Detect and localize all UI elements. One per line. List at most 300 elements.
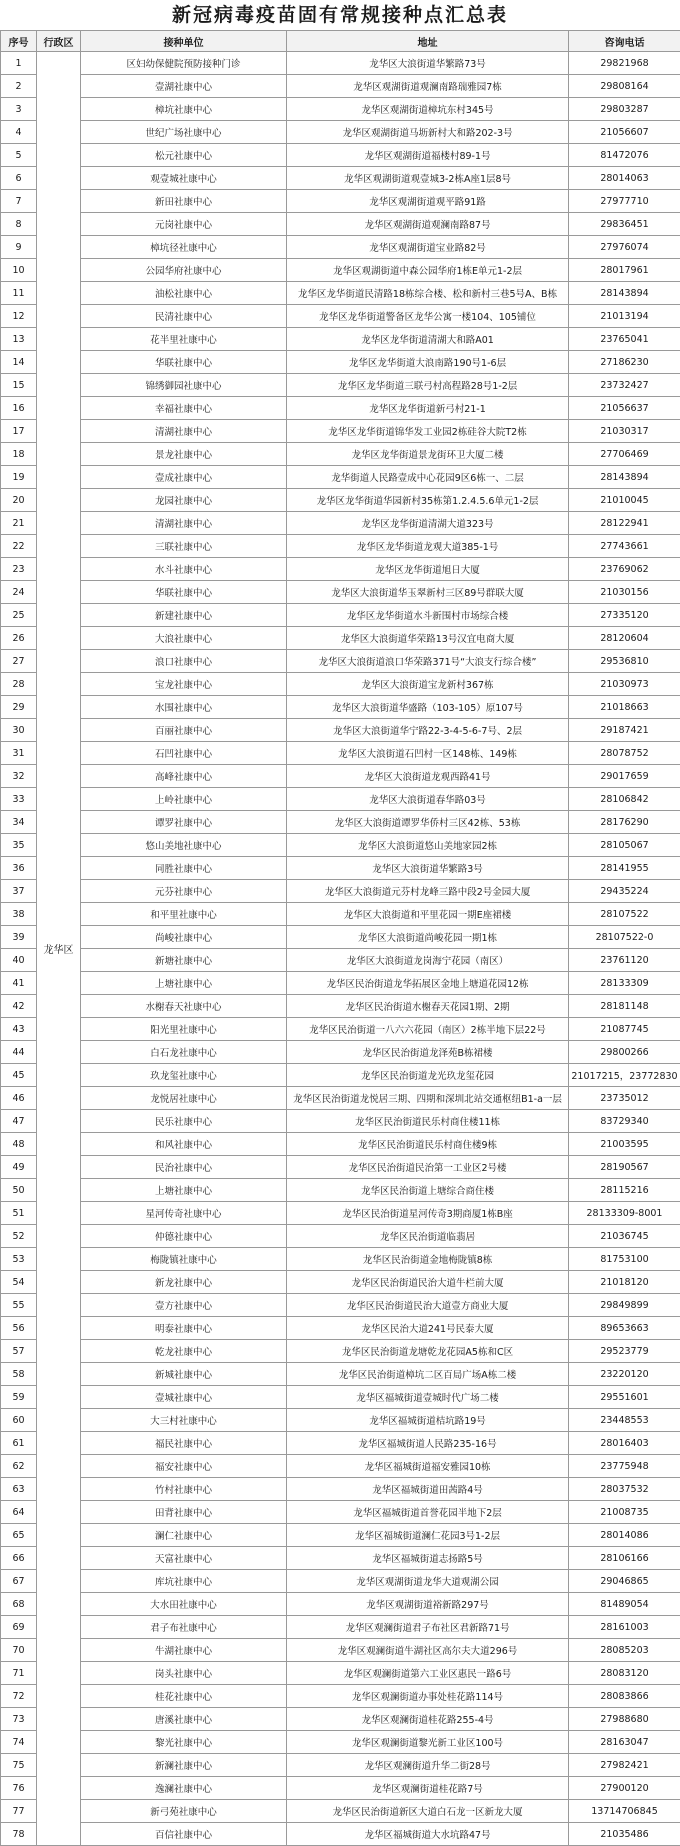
row-address: 龙华区观湖街道观澜南路瑞雅园7栋 <box>287 75 569 98</box>
table-row <box>1 1570 680 1593</box>
row-phone: 29849899 <box>569 1294 680 1317</box>
row-phone: 28115216 <box>569 1179 680 1202</box>
row-address: 龙华区观湖街道裕新路297号 <box>287 1593 569 1616</box>
row-no: 23 <box>1 558 37 581</box>
row-phone: 23448553 <box>569 1409 680 1432</box>
row-phone: 29536810 <box>569 650 680 673</box>
row-no: 77 <box>1 1800 37 1823</box>
row-phone: 28133309 <box>569 972 680 995</box>
row-no: 6 <box>1 167 37 190</box>
table-row <box>1 581 680 604</box>
header-no: 序号 <box>1 31 37 52</box>
table-row <box>1 1064 680 1087</box>
row-address: 龙华区民治街道新区大道白石龙一区新龙大厦 <box>287 1800 569 1823</box>
row-address: 龙华区大浪街道华盛路（103-105）原107号 <box>287 696 569 719</box>
table-row <box>1 1409 680 1432</box>
row-address: 龙华区大浪街道春华路03号 <box>287 788 569 811</box>
table-row <box>1 857 680 880</box>
row-no: 50 <box>1 1179 37 1202</box>
row-unit: 白石龙社康中心 <box>81 1041 287 1064</box>
table-row <box>1 1731 680 1754</box>
row-unit: 景龙社康中心 <box>81 443 287 466</box>
row-phone: 28106842 <box>569 788 680 811</box>
row-unit: 天富社康中心 <box>81 1547 287 1570</box>
row-phone: 27186230 <box>569 351 680 374</box>
row-no: 53 <box>1 1248 37 1271</box>
row-address: 龙华区观澜街道君子布社区君新路71号 <box>287 1616 569 1639</box>
row-unit: 百信社康中心 <box>81 1823 287 1846</box>
row-phone: 23761120 <box>569 949 680 972</box>
table-row <box>1 259 680 282</box>
row-no: 8 <box>1 213 37 236</box>
table-row <box>1 282 680 305</box>
row-address: 龙华区大浪街道悠山美地家园2栋 <box>287 834 569 857</box>
row-phone: 21030317 <box>569 420 680 443</box>
row-unit: 民乐社康中心 <box>81 1110 287 1133</box>
row-phone: 29523779 <box>569 1340 680 1363</box>
row-unit: 大水田社康中心 <box>81 1593 287 1616</box>
row-address: 龙华区龙华街道华园新村35栋第1.2.4.5.6单元1-2层 <box>287 489 569 512</box>
table-row <box>1 765 680 788</box>
table-row <box>1 374 680 397</box>
row-unit: 新田社康中心 <box>81 190 287 213</box>
row-phone: 27706469 <box>569 443 680 466</box>
row-phone: 89653663 <box>569 1317 680 1340</box>
page-title: 新冠病毒疫苗固有常规接种点汇总表 <box>0 0 680 30</box>
row-phone: 28122941 <box>569 512 680 535</box>
row-no: 5 <box>1 144 37 167</box>
row-no: 64 <box>1 1501 37 1524</box>
row-address: 龙华区福城街道桔坑路19号 <box>287 1409 569 1432</box>
row-address: 龙华区龙华街道警备区龙华公寓一楼104、105铺位 <box>287 305 569 328</box>
row-no: 24 <box>1 581 37 604</box>
row-unit: 新城社康中心 <box>81 1363 287 1386</box>
row-phone: 21036745 <box>569 1225 680 1248</box>
row-phone: 29017659 <box>569 765 680 788</box>
row-phone: 28190567 <box>569 1156 680 1179</box>
row-address: 龙华区龙华街道三联弓村高程路28号1-2层 <box>287 374 569 397</box>
row-no: 70 <box>1 1639 37 1662</box>
row-phone: 23769062 <box>569 558 680 581</box>
row-address: 龙华区大浪街道华繁路3号 <box>287 857 569 880</box>
row-unit: 上塘社康中心 <box>81 1179 287 1202</box>
row-phone: 23765041 <box>569 328 680 351</box>
row-phone: 28176290 <box>569 811 680 834</box>
row-address: 龙华区龙华街道锦华发工业园2栋硅谷大院T2栋 <box>287 420 569 443</box>
table-header-row <box>1 31 680 52</box>
row-address: 龙华区观澜街道牛湖社区高尔夫大道296号 <box>287 1639 569 1662</box>
row-address: 龙华区观澜街道桂花路7号 <box>287 1777 569 1800</box>
table-row <box>1 1662 680 1685</box>
table-row <box>1 98 680 121</box>
row-address: 龙华区观湖街道观壹城3-2栋A座1层8号 <box>287 167 569 190</box>
row-phone: 29808164 <box>569 75 680 98</box>
row-phone: 29800266 <box>569 1041 680 1064</box>
row-phone: 21087745 <box>569 1018 680 1041</box>
row-address: 龙华区福城街道人民路235-16号 <box>287 1432 569 1455</box>
row-no: 27 <box>1 650 37 673</box>
row-address: 龙华区龙华街道旭日大厦 <box>287 558 569 581</box>
table-row <box>1 972 680 995</box>
row-no: 76 <box>1 1777 37 1800</box>
row-phone: 81472076 <box>569 144 680 167</box>
row-unit: 水榭春天社康中心 <box>81 995 287 1018</box>
table-row <box>1 1501 680 1524</box>
row-phone: 27743661 <box>569 535 680 558</box>
row-unit: 石凹社康中心 <box>81 742 287 765</box>
row-no: 11 <box>1 282 37 305</box>
row-address: 龙华区大浪街道谭罗华侨村三区42栋、53栋 <box>287 811 569 834</box>
row-phone: 28143894 <box>569 466 680 489</box>
row-phone: 28107522-0 <box>569 926 680 949</box>
row-phone: 28120604 <box>569 627 680 650</box>
row-phone: 21056607 <box>569 121 680 144</box>
row-no: 32 <box>1 765 37 788</box>
row-phone: 21018120 <box>569 1271 680 1294</box>
row-phone: 29187421 <box>569 719 680 742</box>
row-unit: 黎光社康中心 <box>81 1731 287 1754</box>
row-address: 龙华区观湖街道宝业路82号 <box>287 236 569 259</box>
row-unit: 龙悦居社康中心 <box>81 1087 287 1110</box>
row-address: 龙华区福城街道壹城时代广场二楼 <box>287 1386 569 1409</box>
row-address: 龙华区大浪街道华宁路22-3-4-5-6-7号、2层 <box>287 719 569 742</box>
row-address: 龙华区龙华街道清湖大和路A01 <box>287 328 569 351</box>
row-phone: 83729340 <box>569 1110 680 1133</box>
table-row <box>1 696 680 719</box>
table-row <box>1 788 680 811</box>
row-phone: 23220120 <box>569 1363 680 1386</box>
row-unit: 竹村社康中心 <box>81 1478 287 1501</box>
row-address: 龙华区观湖街道马坜新村大和路202-3号 <box>287 121 569 144</box>
row-unit: 岗头社康中心 <box>81 1662 287 1685</box>
row-no: 48 <box>1 1133 37 1156</box>
row-phone: 28085203 <box>569 1639 680 1662</box>
row-unit: 锦绣御园社康中心 <box>81 374 287 397</box>
row-unit: 区妇幼保健院预防接种门诊 <box>81 52 287 75</box>
table-row <box>1 75 680 98</box>
table-row <box>1 144 680 167</box>
row-phone: 23735012 <box>569 1087 680 1110</box>
row-no: 16 <box>1 397 37 420</box>
row-address: 龙华区观湖街道福楼村89-1号 <box>287 144 569 167</box>
row-unit: 壹方社康中心 <box>81 1294 287 1317</box>
row-no: 36 <box>1 857 37 880</box>
row-phone: 29803287 <box>569 98 680 121</box>
row-phone: 21018663 <box>569 696 680 719</box>
row-no: 56 <box>1 1317 37 1340</box>
row-phone: 29836451 <box>569 213 680 236</box>
row-address: 龙华区观澜街道升华二街28号 <box>287 1754 569 1777</box>
row-unit: 壹城社康中心 <box>81 1386 287 1409</box>
row-address: 龙华区龙华街道景龙街环卫大厦二楼 <box>287 443 569 466</box>
row-no: 26 <box>1 627 37 650</box>
row-no: 37 <box>1 880 37 903</box>
row-address: 龙华区民治街道龙泽苑B栋裙楼 <box>287 1041 569 1064</box>
row-address: 龙华区大浪街道尚峻花园一期1栋 <box>287 926 569 949</box>
row-unit: 观壹城社康中心 <box>81 167 287 190</box>
row-address: 龙华区民治街道水榭春天花园1期、2期 <box>287 995 569 1018</box>
row-no: 47 <box>1 1110 37 1133</box>
row-unit: 民治社康中心 <box>81 1156 287 1179</box>
row-unit: 唐溪社康中心 <box>81 1708 287 1731</box>
row-address: 龙华区观澜街道黎光新工业区100号 <box>287 1731 569 1754</box>
table-row <box>1 719 680 742</box>
table-row <box>1 627 680 650</box>
row-address: 龙华区民治大道241号民泰大厦 <box>287 1317 569 1340</box>
row-phone: 28143894 <box>569 282 680 305</box>
row-no: 49 <box>1 1156 37 1179</box>
row-no: 9 <box>1 236 37 259</box>
row-phone: 21035486 <box>569 1823 680 1846</box>
row-no: 10 <box>1 259 37 282</box>
row-unit: 上塘社康中心 <box>81 972 287 995</box>
row-unit: 清湖社康中心 <box>81 420 287 443</box>
table-row <box>1 1455 680 1478</box>
row-unit: 新弓苑社康中心 <box>81 1800 287 1823</box>
row-address: 龙华区大浪街道浪口华荣路371号“大浪支行综合楼” <box>287 650 569 673</box>
row-address: 龙华区民治街道樟坑二区百局广场A栋二楼 <box>287 1363 569 1386</box>
row-unit: 大浪社康中心 <box>81 627 287 650</box>
row-no: 68 <box>1 1593 37 1616</box>
row-address: 龙华区观湖街道中森公园华府1栋E单元1-2层 <box>287 259 569 282</box>
row-unit: 乾龙社康中心 <box>81 1340 287 1363</box>
row-phone: 21056637 <box>569 397 680 420</box>
row-no: 35 <box>1 834 37 857</box>
row-address: 龙华区龙华街道民清路18栋综合楼、松和新村三巷5号A、B栋 <box>287 282 569 305</box>
row-no: 7 <box>1 190 37 213</box>
row-no: 63 <box>1 1478 37 1501</box>
table-row <box>1 466 680 489</box>
row-address: 龙华区大浪街道宝龙新村367栋 <box>287 673 569 696</box>
row-unit: 水围社康中心 <box>81 696 287 719</box>
row-unit: 桂花社康中心 <box>81 1685 287 1708</box>
row-phone: 28107522 <box>569 903 680 926</box>
row-no: 73 <box>1 1708 37 1731</box>
row-no: 69 <box>1 1616 37 1639</box>
header-unit: 接种单位 <box>81 31 287 52</box>
row-unit: 库坑社康中心 <box>81 1570 287 1593</box>
row-phone: 28133309-8001 <box>569 1202 680 1225</box>
table-body <box>1 52 680 1846</box>
row-no: 1 <box>1 52 37 75</box>
table-row <box>1 1110 680 1133</box>
row-address: 龙华区民治街道金地梅陇镇8栋 <box>287 1248 569 1271</box>
row-unit: 壹湖社康中心 <box>81 75 287 98</box>
row-unit: 高峰社康中心 <box>81 765 287 788</box>
row-unit: 新建社康中心 <box>81 604 287 627</box>
row-address: 龙华区观湖街道观平路91路 <box>287 190 569 213</box>
table-row <box>1 1708 680 1731</box>
table-row <box>1 1179 680 1202</box>
header-address: 地址 <box>287 31 569 52</box>
row-address: 龙华区福城街道田茜路4号 <box>287 1478 569 1501</box>
row-no: 67 <box>1 1570 37 1593</box>
row-no: 20 <box>1 489 37 512</box>
row-phone: 81489054 <box>569 1593 680 1616</box>
row-phone: 28161003 <box>569 1616 680 1639</box>
row-unit: 新塘社康中心 <box>81 949 287 972</box>
row-unit: 樟坑径社康中心 <box>81 236 287 259</box>
row-address: 龙华区龙华街道龙观大道385-1号 <box>287 535 569 558</box>
row-no: 44 <box>1 1041 37 1064</box>
row-unit: 壹成社康中心 <box>81 466 287 489</box>
row-address: 龙华区观湖街道樟坑东村345号 <box>287 98 569 121</box>
row-address: 龙华区民治街道民乐村商住楼11栋 <box>287 1110 569 1133</box>
table-row <box>1 880 680 903</box>
row-no: 38 <box>1 903 37 926</box>
row-no: 22 <box>1 535 37 558</box>
table-row <box>1 1087 680 1110</box>
row-phone: 23732427 <box>569 374 680 397</box>
table-row <box>1 1685 680 1708</box>
row-no: 72 <box>1 1685 37 1708</box>
row-address: 龙华区民治街道上塘综合商住楼 <box>287 1179 569 1202</box>
row-unit: 君子布社康中心 <box>81 1616 287 1639</box>
table-row <box>1 1754 680 1777</box>
table-row <box>1 1156 680 1179</box>
table-row <box>1 420 680 443</box>
row-no: 30 <box>1 719 37 742</box>
table-row <box>1 1363 680 1386</box>
row-address: 龙华区福城街道志扬路5号 <box>287 1547 569 1570</box>
row-address: 龙华区民治街道民治大道壹方商业大厦 <box>287 1294 569 1317</box>
row-unit: 樟坑社康中心 <box>81 98 287 121</box>
row-phone: 27977710 <box>569 190 680 213</box>
row-phone: 27976074 <box>569 236 680 259</box>
row-phone: 21008735 <box>569 1501 680 1524</box>
row-unit: 民清社康中心 <box>81 305 287 328</box>
table-row <box>1 1386 680 1409</box>
row-no: 13 <box>1 328 37 351</box>
row-phone: 29046865 <box>569 1570 680 1593</box>
table-row <box>1 1616 680 1639</box>
table-row <box>1 1041 680 1064</box>
row-address: 龙华区福城街道大水坑路47号 <box>287 1823 569 1846</box>
row-address: 龙华区民治街道龙华拓展区金地上塘道花园12栋 <box>287 972 569 995</box>
header-phone: 咨询电话 <box>569 31 680 52</box>
row-phone: 28083866 <box>569 1685 680 1708</box>
table-row <box>1 558 680 581</box>
row-phone: 29435224 <box>569 880 680 903</box>
row-address: 龙华区民治街道龙光玖龙玺花园 <box>287 1064 569 1087</box>
row-address: 龙华区民治街道临翡居 <box>287 1225 569 1248</box>
row-unit: 悠山美地社康中心 <box>81 834 287 857</box>
row-no: 3 <box>1 98 37 121</box>
row-no: 65 <box>1 1524 37 1547</box>
table-row <box>1 167 680 190</box>
row-unit: 福民社康中心 <box>81 1432 287 1455</box>
row-no: 61 <box>1 1432 37 1455</box>
row-unit: 田背社康中心 <box>81 1501 287 1524</box>
row-address: 龙华区观澜街道桂花路255-4号 <box>287 1708 569 1731</box>
table-row <box>1 190 680 213</box>
row-unit: 水斗社康中心 <box>81 558 287 581</box>
row-phone: 27335120 <box>569 604 680 627</box>
row-no: 60 <box>1 1409 37 1432</box>
row-no: 14 <box>1 351 37 374</box>
row-no: 42 <box>1 995 37 1018</box>
row-unit: 公园华府社康中心 <box>81 259 287 282</box>
row-unit: 华联社康中心 <box>81 581 287 604</box>
row-no: 15 <box>1 374 37 397</box>
row-address: 龙华区大浪街道龙观西路41号 <box>287 765 569 788</box>
row-address: 龙华区观湖街道龙华大道观湖公园 <box>287 1570 569 1593</box>
row-address: 龙华区民治街道民乐村商住楼9栋 <box>287 1133 569 1156</box>
row-unit: 三联社康中心 <box>81 535 287 558</box>
table-row <box>1 995 680 1018</box>
table-row <box>1 397 680 420</box>
row-address: 龙华区龙华街道清湖大道323号 <box>287 512 569 535</box>
row-unit: 仲德社康中心 <box>81 1225 287 1248</box>
table-row <box>1 1340 680 1363</box>
row-unit: 百丽社康中心 <box>81 719 287 742</box>
row-unit: 玖龙玺社康中心 <box>81 1064 287 1087</box>
row-address: 龙华区龙华街道水斗新围村市场综合楼 <box>287 604 569 627</box>
row-unit: 浪口社康中心 <box>81 650 287 673</box>
table-row <box>1 949 680 972</box>
table-row <box>1 443 680 466</box>
row-no: 41 <box>1 972 37 995</box>
table-row <box>1 926 680 949</box>
row-no: 12 <box>1 305 37 328</box>
row-no: 2 <box>1 75 37 98</box>
table-row <box>1 1018 680 1041</box>
row-no: 71 <box>1 1662 37 1685</box>
row-no: 29 <box>1 696 37 719</box>
row-phone: 28014063 <box>569 167 680 190</box>
row-unit: 和风社康中心 <box>81 1133 287 1156</box>
row-address: 龙华区观澜街道办事处桂花路114号 <box>287 1685 569 1708</box>
row-unit: 幸福社康中心 <box>81 397 287 420</box>
vaccination-sites-table <box>0 30 680 1846</box>
row-phone: 13714706845 <box>569 1800 680 1823</box>
row-no: 43 <box>1 1018 37 1041</box>
row-phone: 29821968 <box>569 52 680 75</box>
row-unit: 油松社康中心 <box>81 282 287 305</box>
table-row <box>1 811 680 834</box>
table-row <box>1 1294 680 1317</box>
row-no: 40 <box>1 949 37 972</box>
row-address: 龙华区民治街道星河传奇3期商厦1栋B座 <box>287 1202 569 1225</box>
row-address: 龙华区大浪街道元芬村龙峰三路中段2号金园大厦 <box>287 880 569 903</box>
row-unit: 牛湖社康中心 <box>81 1639 287 1662</box>
table-row <box>1 1317 680 1340</box>
row-address: 龙华区福城街道福安雅园10栋 <box>287 1455 569 1478</box>
table-row <box>1 535 680 558</box>
row-unit: 明泰社康中心 <box>81 1317 287 1340</box>
table-row <box>1 512 680 535</box>
row-address: 龙华区大浪街道华荣路13号汉宜电商大厦 <box>287 627 569 650</box>
table-row <box>1 1593 680 1616</box>
table-row <box>1 1432 680 1455</box>
row-no: 18 <box>1 443 37 466</box>
row-no: 17 <box>1 420 37 443</box>
row-unit: 松元社康中心 <box>81 144 287 167</box>
district-cell: 龙华区 <box>37 52 81 1846</box>
row-unit: 元芬社康中心 <box>81 880 287 903</box>
table-row <box>1 1478 680 1501</box>
row-address: 龙华街道人民路壹成中心花园9区6栋一、二层 <box>287 466 569 489</box>
row-phone: 27988680 <box>569 1708 680 1731</box>
table-row <box>1 1547 680 1570</box>
row-address: 龙华区龙华街道大浪南路190号1-6层 <box>287 351 569 374</box>
row-no: 75 <box>1 1754 37 1777</box>
row-unit: 新龙社康中心 <box>81 1271 287 1294</box>
row-no: 78 <box>1 1823 37 1846</box>
row-address: 龙华区福城街道首誉花园半地下2层 <box>287 1501 569 1524</box>
row-unit: 宝龙社康中心 <box>81 673 287 696</box>
table-row <box>1 1823 680 1846</box>
